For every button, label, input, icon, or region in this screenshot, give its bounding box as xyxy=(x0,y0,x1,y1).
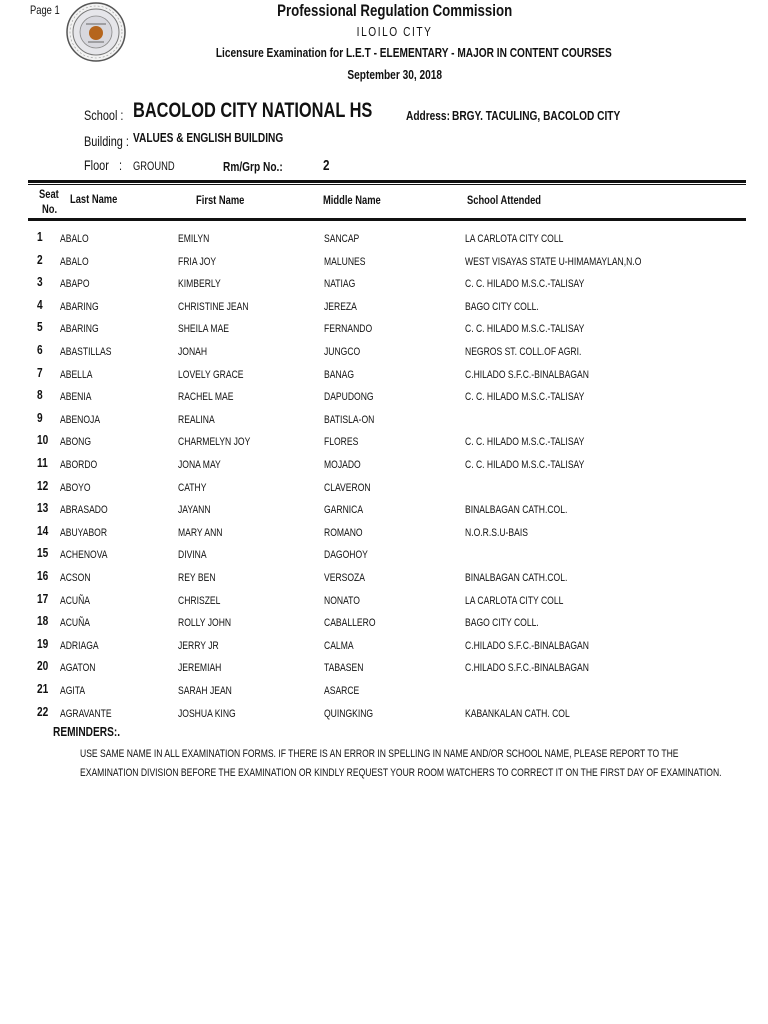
table-row xyxy=(0,658,768,681)
exam-title: Licensure Examination for L.E.T - ELEMENTARY - MAJOR IN CONTENT COURSES xyxy=(215,45,612,60)
cell-middle: GARNICA xyxy=(324,504,364,517)
cell-last: ACSON xyxy=(60,572,91,584)
cell-seat: 21 xyxy=(37,681,49,696)
cell-last: AGITA xyxy=(60,685,86,697)
cell-last: ADRIAGA xyxy=(60,639,99,652)
cell-seat: 17 xyxy=(37,590,49,606)
cell-seat: 8 xyxy=(37,387,43,403)
cell-seat: 19 xyxy=(37,635,49,651)
cell-last: ABALO xyxy=(60,255,89,268)
cell-seat: 2 xyxy=(37,251,43,267)
cell-middle: TABASEN xyxy=(324,662,364,675)
cell-last: ACUÑA xyxy=(60,617,91,630)
table-row xyxy=(0,478,768,501)
cell-seat: 16 xyxy=(37,568,49,583)
cell-first: JOSHUA KING xyxy=(178,707,236,720)
header-bottom-rule xyxy=(28,218,746,221)
prc-seal-icon xyxy=(66,2,126,62)
cell-first: JAYANN xyxy=(178,504,211,517)
cell-middle: DAPUDONG xyxy=(324,391,374,404)
cell-first: FRIA JOY xyxy=(178,255,217,268)
cell-school: C. C. HILADO M.S.C.-TALISAY xyxy=(465,459,585,471)
table-row xyxy=(0,500,768,523)
cell-school: NEGROS ST. COLL.OF AGRI. xyxy=(465,346,582,358)
cell-seat: 3 xyxy=(37,274,43,290)
cell-last: ACUÑA xyxy=(60,594,91,607)
table-row xyxy=(0,410,768,433)
floor-label: Floor xyxy=(84,157,109,173)
cell-seat: 9 xyxy=(37,409,43,425)
cell-seat: 18 xyxy=(37,613,49,629)
cell-middle: CALMA xyxy=(324,639,354,652)
table-row xyxy=(0,455,768,478)
table-row xyxy=(0,432,768,455)
cell-first: EMILYN xyxy=(178,233,210,245)
table-row xyxy=(0,319,768,342)
building-label: Building : xyxy=(84,133,129,149)
table-row xyxy=(0,704,768,727)
table-row xyxy=(0,365,768,388)
cell-last: ABAPO xyxy=(60,278,90,291)
table-row xyxy=(0,568,768,591)
cell-school: C. C. HILADO M.S.C.-TALISAY xyxy=(465,391,585,404)
cell-last: AGRAVANTE xyxy=(60,707,112,720)
table-row xyxy=(0,387,768,410)
cell-last: ABORDO xyxy=(60,459,98,471)
room-value: 2 xyxy=(323,157,330,174)
cell-school: C.HILADO S.F.C.-BINALBAGAN xyxy=(465,368,589,381)
cell-seat: 1 xyxy=(37,229,43,244)
cell-last: ABELLA xyxy=(60,368,93,381)
cell-first: SHEILA MAE xyxy=(178,323,230,336)
cell-seat: 7 xyxy=(37,364,43,380)
cell-middle: BANAG xyxy=(324,368,355,381)
building-value: VALUES & ENGLISH BUILDING xyxy=(133,130,284,145)
cell-seat: 13 xyxy=(37,500,49,516)
table-row xyxy=(0,229,768,252)
cell-first: REALINA xyxy=(178,413,215,426)
cell-last: ABRASADO xyxy=(60,504,108,517)
header-top-rule-thin xyxy=(28,184,746,185)
table-row xyxy=(0,636,768,659)
cell-middle: DAGOHOY xyxy=(324,549,368,562)
table-row xyxy=(0,591,768,614)
school-label: School : xyxy=(84,107,124,123)
cell-first: DIVINA xyxy=(178,549,207,562)
cell-middle: SANCAP xyxy=(324,233,360,245)
cell-last: ABONG xyxy=(60,436,91,449)
cell-last: ABUYABOR xyxy=(60,526,108,539)
reminders-title: REMINDERS:. xyxy=(53,724,121,739)
page-number: Page 1 xyxy=(30,3,60,17)
room-label: Rm/Grp No.: xyxy=(223,159,283,174)
cell-middle: MOJADO xyxy=(324,459,361,471)
cell-first: JONAH xyxy=(178,346,208,358)
cell-seat: 12 xyxy=(37,477,49,493)
cell-middle: BATISLA-ON xyxy=(324,413,375,426)
cell-last: ABARING xyxy=(60,300,99,313)
reminders-line-2: EXAMINATION DIVISION BEFORE THE EXAMINATION OR KINDLY REQUEST YOUR ROOM WATCHERS TO CORRECT IT ON THE FIRST DAY OF EXAMINATION. xyxy=(80,767,722,779)
floor-colon: : xyxy=(119,157,123,173)
cell-first: SARAH JEAN xyxy=(178,685,232,697)
cell-middle: ROMANO xyxy=(324,526,363,539)
address-value: BRGY. TACULING, BACOLOD CITY xyxy=(452,108,621,123)
cell-middle: CLAVERON xyxy=(324,481,371,494)
cell-middle: QUINGKING xyxy=(324,707,374,720)
col-header-middle-name: Middle Name xyxy=(323,193,381,207)
cell-school: LA CARLOTA CITY COLL xyxy=(465,594,564,607)
document-header xyxy=(160,0,630,86)
cell-first: REY BEN xyxy=(178,572,216,584)
cell-first: RACHEL MAE xyxy=(178,391,234,404)
cell-seat: 6 xyxy=(37,342,43,357)
col-header-seat-no: No. xyxy=(42,202,58,216)
cell-school: BINALBAGAN CATH.COL. xyxy=(465,572,568,584)
cell-first: JONA MAY xyxy=(178,459,221,471)
table-row xyxy=(0,545,768,568)
cell-middle: FLORES xyxy=(324,436,359,449)
cell-school: KABANKALAN CATH. COL xyxy=(465,707,570,720)
cell-first: LOVELY GRACE xyxy=(178,368,244,381)
cell-school: C. C. HILADO M.S.C.-TALISAY xyxy=(465,323,585,336)
cell-first: JERRY JR xyxy=(178,639,219,652)
cell-last: ABOYO xyxy=(60,481,91,494)
cell-school: C.HILADO S.F.C.-BINALBAGAN xyxy=(465,662,589,675)
cell-last: ABARING xyxy=(60,323,99,336)
cell-last: ABENIA xyxy=(60,391,92,404)
cell-middle: MALUNES xyxy=(324,255,366,268)
reminders-text xyxy=(80,745,722,783)
school-name: BACOLOD CITY NATIONAL HS xyxy=(133,99,373,122)
table-row xyxy=(0,681,768,704)
cell-school: BINALBAGAN CATH.COL. xyxy=(465,504,568,517)
cell-seat: 10 xyxy=(37,432,49,448)
col-header-school-attended: School Attended xyxy=(467,193,542,207)
cell-middle: JUNGCO xyxy=(324,346,361,358)
cell-school: BAGO CITY COLL. xyxy=(465,617,539,630)
address-label: Address: xyxy=(406,108,450,123)
exam-date: September 30, 2018 xyxy=(347,67,443,82)
cell-middle: NATIAG xyxy=(324,278,356,291)
cell-first: CATHY xyxy=(178,481,207,494)
cell-first: CHRISTINE JEAN xyxy=(178,300,249,313)
cell-last: ABASTILLAS xyxy=(60,346,112,358)
cell-seat: 14 xyxy=(37,522,49,538)
cell-school: C.HILADO S.F.C.-BINALBAGAN xyxy=(465,639,589,652)
commission-title: Professional Regulation Commission xyxy=(277,1,513,20)
cell-last: ACHENOVA xyxy=(60,549,108,562)
cell-first: CHRISZEL xyxy=(178,594,221,607)
cell-last: AGATON xyxy=(60,662,96,675)
cell-school: C. C. HILADO M.S.C.-TALISAY xyxy=(465,436,585,449)
cell-seat: 22 xyxy=(37,703,49,719)
col-header-first-name: First Name xyxy=(196,193,245,207)
cell-seat: 4 xyxy=(37,296,43,312)
cell-middle: VERSOZA xyxy=(324,572,366,584)
table-row xyxy=(0,613,768,636)
header-top-rule xyxy=(28,180,746,183)
cell-middle: JEREZA xyxy=(324,300,357,313)
cell-middle: FERNANDO xyxy=(324,323,373,336)
table-row xyxy=(0,523,768,546)
table-row xyxy=(0,297,768,320)
city-title: ILOILO CITY xyxy=(357,24,433,39)
cell-last: ABALO xyxy=(60,233,89,245)
cell-first: ROLLY JOHN xyxy=(178,617,232,630)
cell-last: ABENOJA xyxy=(60,413,101,426)
table-row xyxy=(0,252,768,275)
cell-school: BAGO CITY COLL. xyxy=(465,300,539,313)
cell-first: MARY ANN xyxy=(178,526,223,539)
cell-middle: CABALLERO xyxy=(324,617,376,630)
cell-seat: 11 xyxy=(37,455,48,470)
cell-first: KIMBERLY xyxy=(178,278,221,291)
cell-first: JEREMIAH xyxy=(178,662,222,675)
cell-middle: NONATO xyxy=(324,594,360,607)
cell-first: CHARMELYN JOY xyxy=(178,436,251,449)
col-header-seat: Seat xyxy=(39,187,59,201)
cell-school: LA CARLOTA CITY COLL xyxy=(465,233,564,245)
cell-school: WEST VISAYAS STATE U-HIMAMAYLAN,N.O xyxy=(465,255,642,268)
cell-seat: 15 xyxy=(37,545,49,561)
cell-school: C. C. HILADO M.S.C.-TALISAY xyxy=(465,278,585,291)
col-header-last-name: Last Name xyxy=(70,192,118,206)
table-row xyxy=(0,274,768,297)
reminders-line-1: USE SAME NAME IN ALL EXAMINATION FORMS. IF THERE IS AN ERROR IN SPELLING IN NAME AND/OR SCHOOL NAME, PLEASE REPORT TO THE xyxy=(80,748,679,760)
cell-middle: ASARCE xyxy=(324,685,360,697)
cell-seat: 5 xyxy=(37,319,43,335)
table-row xyxy=(0,342,768,365)
floor-value: GROUND xyxy=(133,159,175,173)
cell-school: N.O.R.S.U-BAIS xyxy=(465,526,528,539)
cell-seat: 20 xyxy=(37,658,49,674)
